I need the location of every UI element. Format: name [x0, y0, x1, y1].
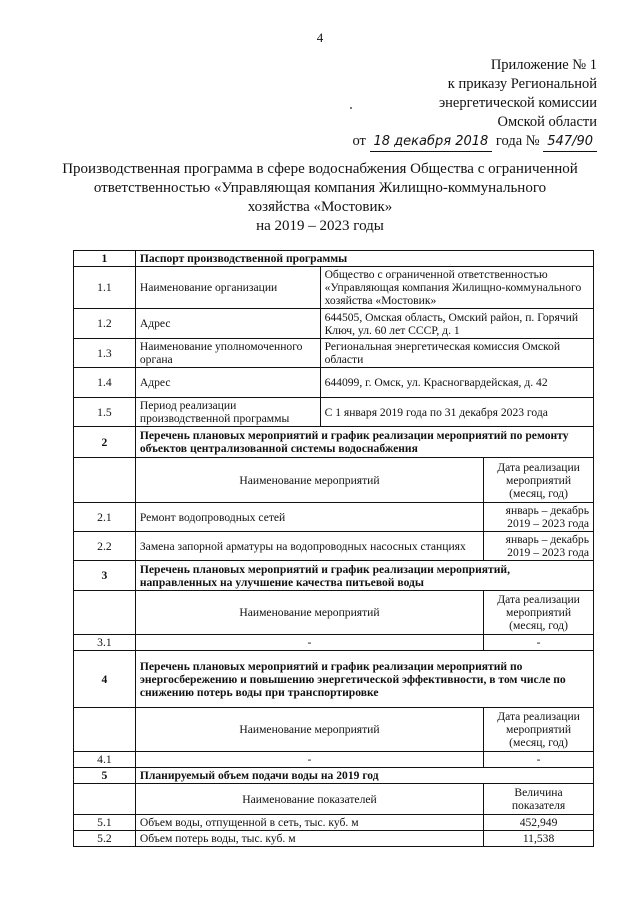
row-value: Общество с ограниченной ответственностью «Управляющая компания Жилищно-коммунального хозяйства «Мостовик»	[320, 267, 593, 309]
row-name: -	[135, 635, 483, 651]
document-title	[40, 160, 600, 236]
section-number: 1	[74, 251, 136, 267]
row-name: -	[135, 752, 483, 768]
section-number: 2	[74, 427, 136, 458]
row-number: 1.3	[74, 339, 136, 368]
section-title: Перечень плановых мероприятий и график реализации мероприятий по ремонту объектов централизованной системы водоснабжения	[135, 427, 593, 458]
section-2-row	[74, 427, 594, 458]
row-date: -	[484, 635, 594, 651]
appendix-block	[352, 56, 597, 152]
appendix-line-3: энергетической комиссии	[438, 95, 597, 111]
column-header-name: Наименование мероприятий	[135, 708, 483, 752]
table-row	[74, 398, 594, 427]
section-number: 3	[74, 561, 136, 591]
section-3-row	[74, 561, 594, 591]
row-number: 1.2	[74, 309, 136, 339]
row-value: 644505, Омская область, Омский район, п. Горячий Ключ, ул. 60 лет СССР, д. 1	[320, 309, 593, 339]
row-date: январь – декабрь 2019 – 2023 года	[484, 503, 594, 532]
table-row	[74, 503, 594, 532]
row-label: Наименование уполномоченного органа	[135, 339, 320, 368]
title-line-3: хозяйства «Мостовик»	[247, 199, 393, 215]
row-name: Ремонт водопроводных сетей	[135, 503, 483, 532]
table-row	[74, 368, 594, 398]
year-number-label: года №	[495, 133, 540, 149]
program-table	[73, 250, 594, 847]
column-header-date: Дата реализации мероприятий (месяц, год)	[484, 708, 594, 752]
row-name: Замена запорной арматуры на водопроводных насосных станциях	[135, 532, 483, 561]
table-row	[74, 635, 594, 651]
row-name: Объем потерь воды, тыс. куб. м	[135, 831, 483, 847]
section-title: Планируемый объем подачи воды на 2019 год	[135, 768, 593, 784]
row-label: Адрес	[135, 368, 320, 398]
row-number: 3.1	[74, 635, 136, 651]
table-row	[74, 831, 594, 847]
table-row	[74, 267, 594, 309]
row-date: январь – декабрь 2019 – 2023 года	[484, 532, 594, 561]
table-row	[74, 752, 594, 768]
table-row	[74, 532, 594, 561]
table-row	[74, 815, 594, 831]
empty-cell	[74, 784, 136, 815]
section-1-row	[74, 251, 594, 267]
appendix-date-line	[352, 132, 597, 152]
row-number: 5.2	[74, 831, 136, 847]
row-number: 2.2	[74, 532, 136, 561]
row-name: Объем воды, отпущенной в сеть, тыс. куб. м	[135, 815, 483, 831]
header-row	[74, 784, 594, 815]
empty-cell	[74, 708, 136, 752]
row-value: С 1 января 2019 года по 31 декабря 2023 года	[320, 398, 593, 427]
header-row	[74, 708, 594, 752]
title-line-1: Производственная программа в сфере водоснабжения Общества с ограниченной	[62, 161, 578, 177]
section-4-row	[74, 651, 594, 708]
header-row	[74, 591, 594, 635]
column-header-name: Наименование показателей	[135, 784, 483, 815]
row-number: 2.1	[74, 503, 136, 532]
row-number: 5.1	[74, 815, 136, 831]
page-number: 4	[316, 30, 324, 45]
section-number: 4	[74, 651, 136, 708]
from-label: от	[352, 133, 366, 149]
row-number: 1.1	[74, 267, 136, 309]
row-date: -	[484, 752, 594, 768]
row-number: 1.5	[74, 398, 136, 427]
row-label: Адрес	[135, 309, 320, 339]
row-value: 644099, г. Омск, ул. Красногвардейская, д. 42	[320, 368, 593, 398]
appendix-line-4: Омской области	[497, 114, 597, 130]
column-header-value: Величина показателя	[484, 784, 594, 815]
section-5-row	[74, 768, 594, 784]
column-header-name: Наименование мероприятий	[135, 458, 483, 503]
row-label: Наименование организации	[135, 267, 320, 309]
row-number: 1.4	[74, 368, 136, 398]
row-value: 452,949	[484, 815, 594, 831]
section-number: 5	[74, 768, 136, 784]
title-line-2: ответственностью «Управляющая компания Жилищно-коммунального	[93, 180, 547, 196]
scan-speck	[350, 107, 352, 109]
handwritten-date: 18 декабря 2018	[370, 132, 493, 152]
row-label: Период реализации производственной программы	[135, 398, 320, 427]
row-number: 4.1	[74, 752, 136, 768]
column-header-date: Дата реализации мероприятий (месяц, год)	[484, 458, 594, 503]
empty-cell	[74, 458, 136, 503]
section-title: Перечень плановых мероприятий и график реализации мероприятий по энергосбережению и повышению энергетической эффективности, в том числе по снижению потерь воды при транспортировке	[135, 651, 593, 708]
appendix-line-1: Приложение № 1	[490, 57, 597, 73]
row-value: 11,538	[484, 831, 594, 847]
table-row	[74, 339, 594, 368]
handwritten-number: 547/90	[543, 132, 597, 152]
row-value: Региональная энергетическая комиссия Омской области	[320, 339, 593, 368]
section-title: Паспорт производственной программы	[135, 251, 593, 267]
empty-cell	[74, 591, 136, 635]
table-row	[74, 309, 594, 339]
header-row	[74, 458, 594, 503]
section-title: Перечень плановых мероприятий и график реализации мероприятий, направленных на улучшение качества питьевой воды	[135, 561, 593, 591]
column-header-name: Наименование мероприятий	[135, 591, 483, 635]
column-header-date: Дата реализации мероприятий (месяц, год)	[484, 591, 594, 635]
title-line-4: на 2019 – 2023 годы	[256, 218, 384, 234]
appendix-line-2: к приказу Региональной	[447, 76, 597, 92]
